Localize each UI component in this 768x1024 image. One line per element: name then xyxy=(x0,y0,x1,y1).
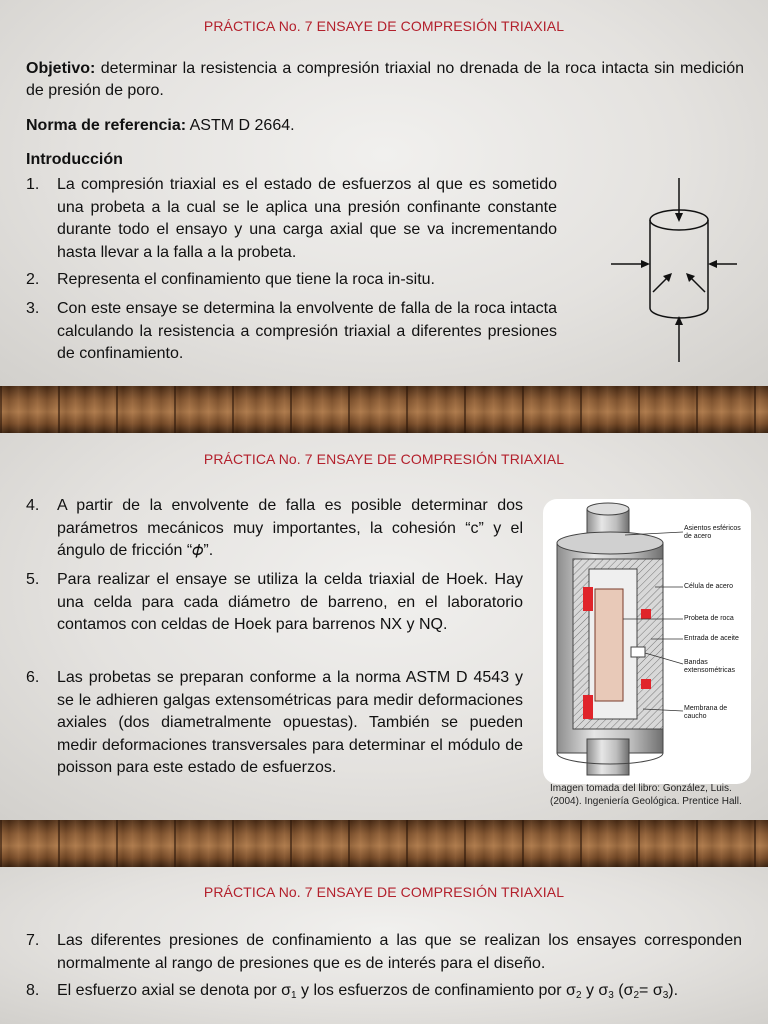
norma-value: ASTM D 2664. xyxy=(186,117,295,134)
label-entrada: Entrada de aceite xyxy=(684,635,739,642)
slide-title: PRÁCTICA No. 7 ENSAYE DE COMPRESIÓN TRIAXIAL xyxy=(203,18,565,34)
wood-divider xyxy=(0,820,768,867)
label-celula: Célula de acero xyxy=(684,583,734,590)
list-item: 5. Para realizar el ensaye se utiliza la celda triaxial de Hoek. Hay una celda para cada diámetro de barreno, en el laboratorio contamos con celdas de Hoek para barrenos NX y NQ. xyxy=(26,571,523,633)
label-bandas: Bandas extensométricas xyxy=(684,659,735,674)
list-item: 4. A partir de la envolvente de falla es posible determinar dos parámetros mecánicos muy importantes, la cohesión “c” y el ángulo de fricción “𝜙”. xyxy=(26,497,523,559)
triaxial-stress-diagram xyxy=(605,178,745,362)
slide-3 xyxy=(0,867,768,1024)
intro-heading: Introducción xyxy=(26,151,123,168)
list-item: 7. Las diferentes presiones de confinamiento a las que se realizan los ensayes corresponden normalmente al rango de presiones que es de interés para el diseño. xyxy=(26,932,742,972)
list-item: 1. La compresión triaxial es el estado de esfuerzos al que es sometido una probeta a la cual se le aplica una presión confinante constante durante todo el ensayo y una carga axial que se va incrementando hasta llevar a la falla a la probeta. xyxy=(26,176,557,261)
slide-title: PRÁCTICA No. 7 ENSAYE DE COMPRESIÓN TRIAXIAL xyxy=(203,884,565,900)
list-item: 8. El esfuerzo axial se denota por $\sigma_1$ y los esfuerzos de confinamiento por $\sigma_2$ y $\sigma_3$ $(\sigma_2= \sigma_3)$. xyxy=(26,982,679,1001)
label-membrana: Membrana de caucho xyxy=(684,705,728,720)
norma-label: Norma de referencia: xyxy=(26,117,187,134)
slide-title: PRÁCTICA No. 7 ENSAYE DE COMPRESIÓN TRIAXIAL xyxy=(203,451,565,467)
slide-2 xyxy=(0,433,768,820)
list-item: 3. Con este ensaye se determina la envolvente de falla de la roca intacta calculando la resistencia a compresión triaxial a diferentes presiones de confinamiento. xyxy=(26,300,557,362)
wood-divider xyxy=(0,386,768,433)
objective-text: determinar la resistencia a compresión triaxial no drenada de la roca intacta sin medición de presión de poro. xyxy=(26,60,744,99)
label-asientos: Asientos esféricos de acero xyxy=(684,525,741,540)
norma-paragraph xyxy=(26,115,744,137)
list-item: 6. Las probetas se preparan conforme a la norma ASTM D 4543 y se le adhieren galgas extensométricas para medir deformaciones axiales (dos diametralmente opuestas). También se pueden medir deformaciones transversales para determinar el módulo de poisson para este estado de esfuerzos. xyxy=(26,669,523,776)
objective-label: Objetivo: xyxy=(26,60,96,77)
label-probeta: Probeta de roca xyxy=(684,615,734,622)
figure-caption: Imagen tomada del libro: González, Luis. (2004). Ingeniería Geológica. Prentice Hall. xyxy=(550,783,742,807)
list-item: 2. Representa el confinamiento que tiene la roca in-situ. xyxy=(26,271,435,288)
slide-1 xyxy=(0,0,768,386)
hoek-cell-figure xyxy=(543,499,751,784)
objective-paragraph xyxy=(26,58,744,102)
